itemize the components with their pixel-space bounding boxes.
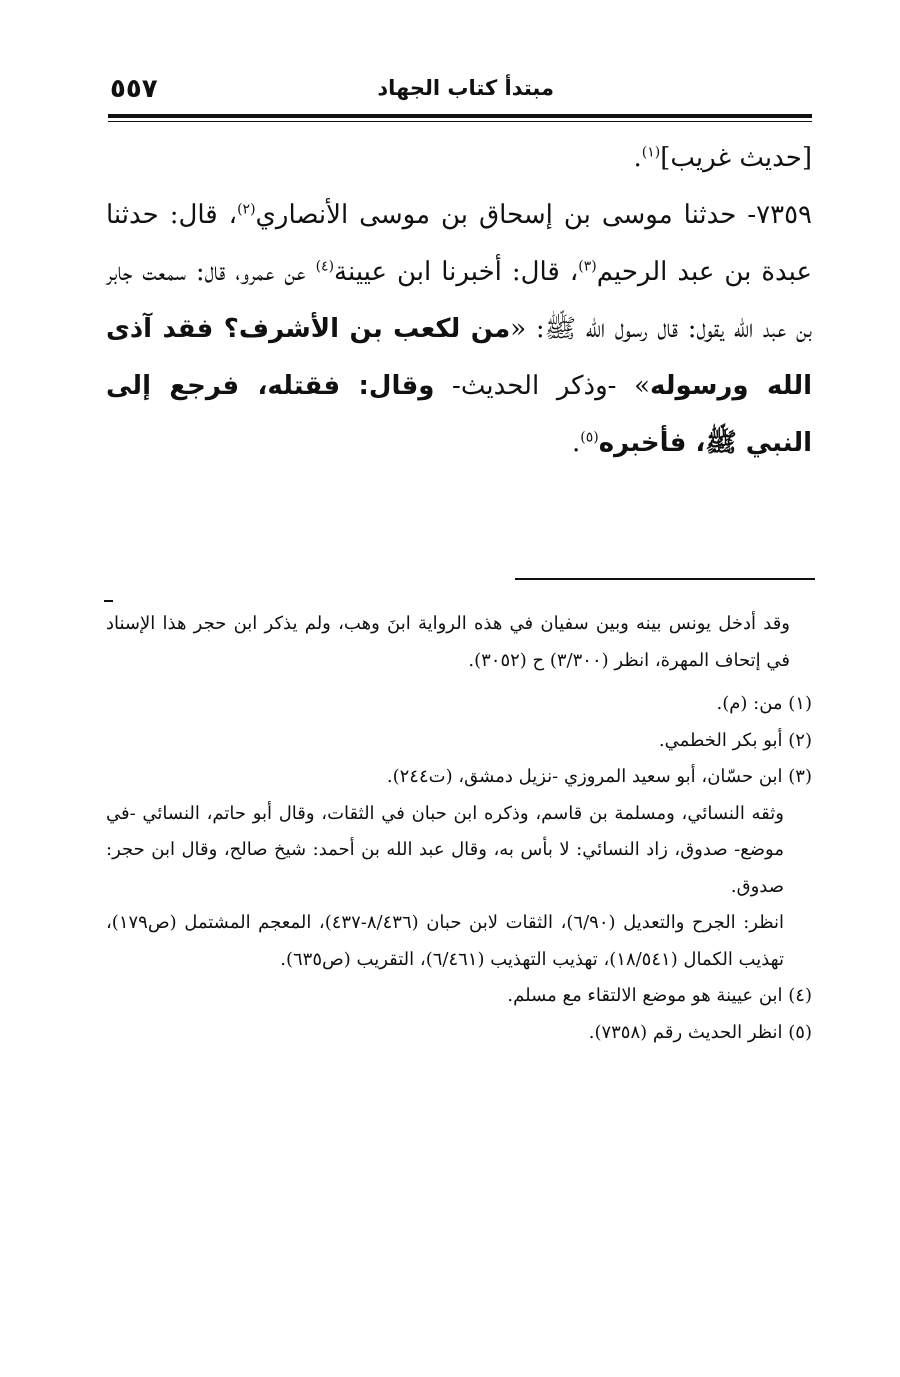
footnote-continuation: وقد أدخل يونس بينه وبين سفيان في هذه الرواية ابنَ وهب، ولم يذكر ابن حجر هذا الإسناد في إتحاف المهرة، انظر (٣/٣٠٠) ح (٣٠٥٢). [106,613,790,671]
grade-text: [حديث غريب] [660,143,812,173]
footnote-separator [515,578,815,580]
isnad-text: ، قال: أخبرنا ابن عيينة [334,257,579,287]
narration-text: » -وذكر الحديث- [434,371,650,401]
footnote-3-sources: انظر: الجرح والتعديل (٦/٩٠)، الثقات لابن حبان (٨/٤٣٦-٤٣٧)، المعجم المشتمل (ص١٧٩)، تهذيب الكمال (١٨/٥٤١)، تهذيب التهذيب (٦/٤٦١)، التقريب (ص٦٣٥). [106,912,785,970]
page-number: ٥٥٧ [110,74,158,104]
isnad-text: ٧٣٥٩- حدثنا موسى بن إسحاق بن موسى الأنصاري [255,200,812,230]
matn-bold: وقال: فقتله، فرجع إلى النبي ﷺ، فأخبره [106,371,812,458]
footnote-ref: (١) [641,144,661,161]
footnote-3: (٣) ابن حسّان، أبو سعيد المروزي -نزيل دمشق، (ت٢٤٤). [386,766,812,787]
footnote-1: (١) من: (م). [716,693,812,714]
footnotes [106,606,812,1051]
footnote-ref: (٢) [237,201,256,218]
isnad-text: عن عمرو، قال: سمعت جابر بن عبد الله يقول: قال رسول الله ﷺ: « [106,257,812,344]
isnad-text: ، قال: حدثنا عبدة بن عبد الرحيم [106,200,812,287]
continuation-mark [104,600,113,602]
footnote-4: (٤) ابن عيينة هو موضع الالتقاء مع مسلم. [507,985,812,1006]
hadith-paragraph [106,187,812,472]
matn-bold: من لكعب بن الأشرف؟ فقد آذى الله ورسوله [106,314,812,401]
header-rule-thin [108,121,812,122]
punctuation: . [633,143,642,173]
page-header [108,70,812,114]
footnote-ref: (٥) [580,429,599,446]
grade-line [106,130,812,187]
footnote-ref: (٣) [578,258,597,275]
main-text [106,130,812,472]
footnote-2: (٢) أبو بكر الخطمي. [658,729,812,751]
footnote-5: (٥) انظر الحديث رقم (٧٣٥٨). [588,1021,812,1043]
footnote-ref: (٤) [315,258,335,275]
running-title: مبتدأ كتاب الجهاد [377,76,554,100]
header-rule-thick [108,114,812,118]
footnote-3-details: وثقه النسائي، ومسلمة بن قاسم، وذكره ابن حبان في الثقات، وقال أبو حاتم، النسائي -في موضع- صدوق، زاد النسائي: لا بأس به، وقال عبد الله بن أحمد: شيخ صالح، وقال ابن حجر: صدوق. [106,802,784,897]
punctuation: . [572,428,581,458]
